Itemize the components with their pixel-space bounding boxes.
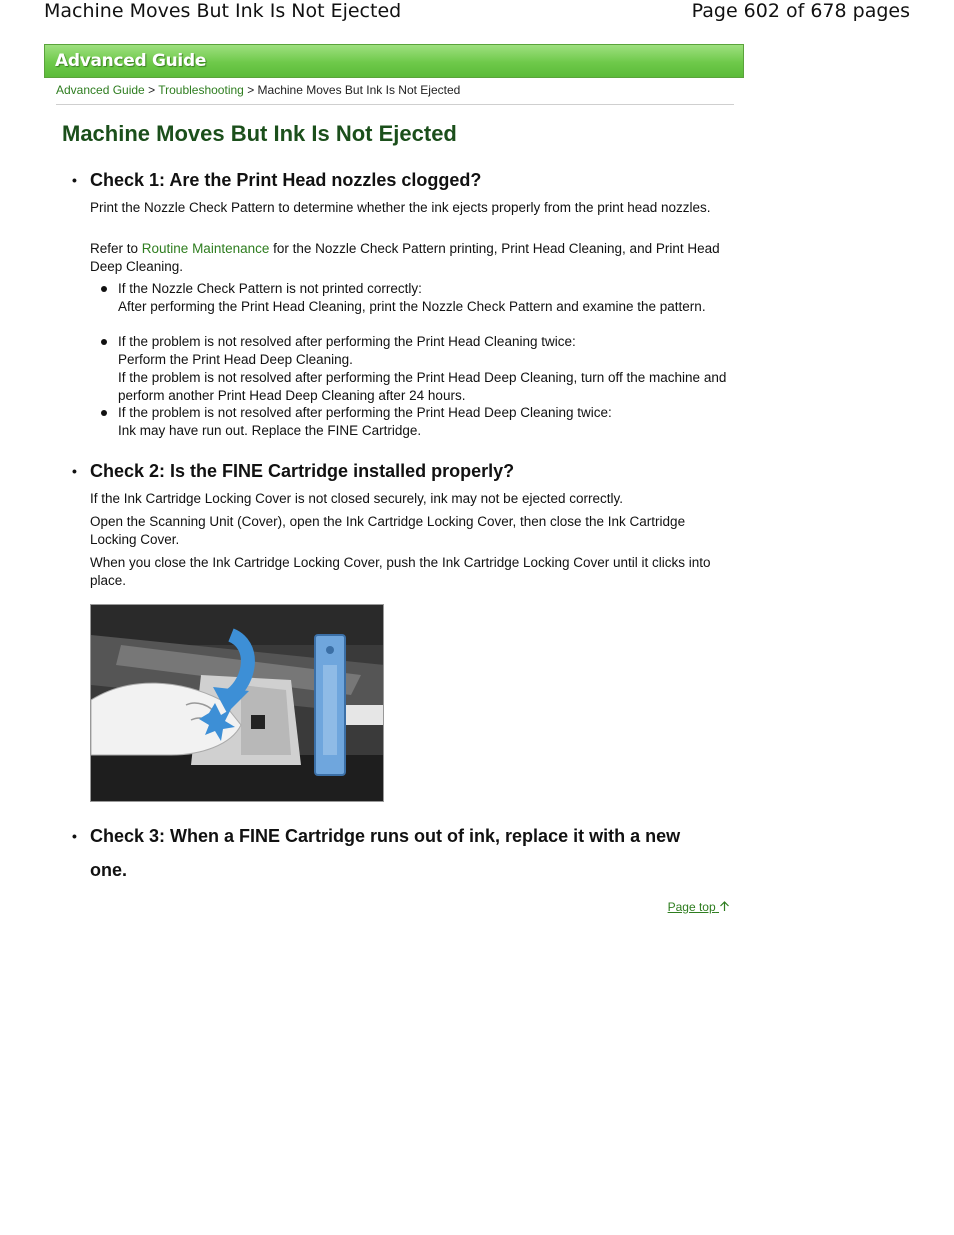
breadcrumb-separator: > (247, 83, 255, 97)
bullet-icon (101, 339, 107, 345)
bullet-icon (101, 286, 107, 292)
page-top-label: Page top (667, 900, 716, 914)
breadcrumb-current: Machine Moves But Ink Is Not Ejected (257, 83, 461, 97)
routine-maintenance-link[interactable]: Routine Maintenance (141, 241, 270, 256)
cartridge-cover-illustration (90, 604, 384, 802)
bullet-action: Ink may have run out. Replace the FINE Cartridge. (118, 423, 422, 438)
check1-paragraph: Print the Nozzle Check Pattern to determine whether the ink ejects properly from the print head nozzles. (90, 200, 711, 215)
page-title: Machine Moves But Ink Is Not Ejected (62, 121, 457, 146)
check3-heading-continued: one. (90, 860, 128, 880)
check2-paragraph-3: When you close the Ink Cartridge Locking Cover, push the Ink Cartridge Locking Cover until it clicks into place. (90, 555, 711, 588)
check1-refer-paragraph (90, 240, 730, 276)
breadcrumb (56, 83, 460, 97)
bullet-condition: If the problem is not resolved after performing the Print Head Deep Cleaning twice: (118, 405, 612, 420)
divider (56, 104, 734, 105)
check1-bullet-1 (118, 280, 738, 316)
check1-bullet-3 (118, 404, 738, 440)
page-indicator: Page 602 of 678 pages (691, 0, 910, 22)
bullet-icon: • (72, 463, 77, 479)
check1-heading: Check 1: Are the Print Head nozzles clogged? (90, 170, 482, 190)
refer-prefix: Refer to (90, 241, 142, 256)
bullet-action: After performing the Print Head Cleaning, print the Nozzle Check Pattern and examine the pattern. (118, 299, 706, 314)
bullet-note: If the problem is not resolved after performing the Print Head Deep Cleaning, turn off the machine and perform another Print Head Deep Cleaning after 24 hours. (118, 370, 727, 403)
bullet-icon: • (72, 172, 77, 188)
bullet-condition: If the Nozzle Check Pattern is not printed correctly: (118, 281, 422, 296)
bullet-action: Perform the Print Head Deep Cleaning. (118, 352, 353, 367)
breadcrumb-separator: > (148, 83, 156, 97)
check2-paragraph-2: Open the Scanning Unit (Cover), open the Ink Cartridge Locking Cover, then close the Ink Cartridge Locking Cover. (90, 514, 686, 547)
page-top-link[interactable] (668, 900, 730, 914)
check1-bullet-2 (118, 333, 738, 405)
bullet-icon: • (72, 828, 77, 844)
check2-heading: Check 2: Is the FINE Cartridge installed properly? (90, 461, 515, 481)
breadcrumb-advanced-guide[interactable]: Advanced Guide (56, 83, 145, 97)
bullet-icon (101, 410, 107, 416)
arrow-up-icon (719, 900, 730, 914)
document-title: Machine Moves But Ink Is Not Ejected (44, 0, 402, 22)
refer-suffix: for the Nozzle Check Pattern printing, Print Head Cleaning, and Print Head Deep Cleaning. (90, 241, 720, 274)
advanced-guide-banner (44, 44, 744, 78)
breadcrumb-troubleshooting[interactable]: Troubleshooting (158, 83, 244, 97)
check2-paragraph-1: If the Ink Cartridge Locking Cover is not closed securely, ink may not be ejected correctly. (90, 491, 623, 506)
check3-heading: Check 3: When a FINE Cartridge runs out of ink, replace it with a new (90, 826, 681, 846)
banner-label: Advanced Guide (55, 51, 207, 71)
bullet-condition: If the problem is not resolved after performing the Print Head Cleaning twice: (118, 334, 576, 349)
